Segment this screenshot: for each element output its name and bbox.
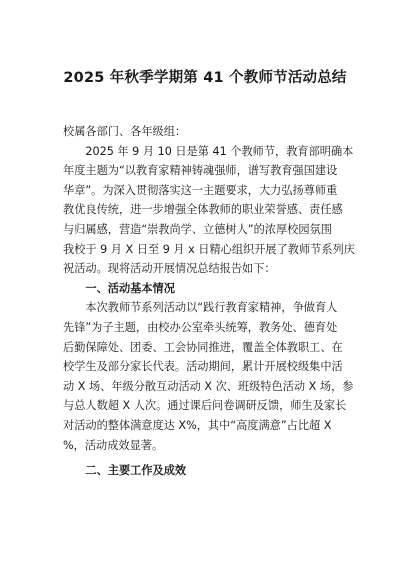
paragraph-line: 校学生及部分家长代表。活动期间，累计开展校级集中活 <box>63 360 343 374</box>
section-heading-main-work: 二、主要工作及成效 <box>85 464 187 478</box>
paragraph-line: 与总人数超 X 人次。通过课后问卷调研反馈，师生及家长 <box>63 399 347 413</box>
paragraph-line: 华章”。为深入贯彻落实这一主题要求，大力弘扬尊师重 <box>63 183 338 197</box>
paragraph-line: 动 X 场、年级分散互动活动 X 次、班级特色活动 X 场，参 <box>63 379 354 393</box>
paragraph-line: %，活动成效显著。 <box>63 438 164 452</box>
paragraph-line: 祝活动。现将活动开展情况总结报告如下： <box>63 262 276 276</box>
paragraph-line: 与归属感，营造“崇教尚学、立德树人”的浓厚校园氛围 <box>63 222 332 236</box>
document-title: 2025 年秋季学期第 41 个教师节活动总结 <box>63 70 347 86</box>
paragraph-line: 对活动的整体满意度达 X%，其中“高度满意”占比超 X <box>63 418 332 432</box>
paragraph-line: 年度主题为“以教育家精神铸魂强师，谱写教育强国建设 <box>63 164 338 178</box>
paragraph-line: 教优良传统，进一步增强全体教师的职业荣誉感、责任感 <box>63 203 343 217</box>
salutation: 校属各部门、各年级组： <box>63 125 187 138</box>
paragraph-intro <box>63 142 363 279</box>
paragraph-line: 2025 年 9 月 10 日是第 41 个教师节，教育部明确本 <box>85 144 354 158</box>
section-heading-basic-info: 一、活动基本情况 <box>85 281 175 295</box>
paragraph-line: 先锋”为子主题，由校办公室牵头统筹，教务处、德育处 <box>63 320 338 334</box>
paragraph-line: 本次教师节系列活动以“践行教育家精神，争做育人 <box>85 301 338 315</box>
document-body <box>63 122 363 481</box>
paragraph-line: 我校于 9 月 X 日至 9 月 x 日精心组织开展了教师节系列庆 <box>63 242 355 256</box>
paragraph-basic-info <box>63 298 363 455</box>
paragraph-line: 后勤保障处、团委、工会协同推进，覆盖全体教职工、在 <box>63 340 343 354</box>
